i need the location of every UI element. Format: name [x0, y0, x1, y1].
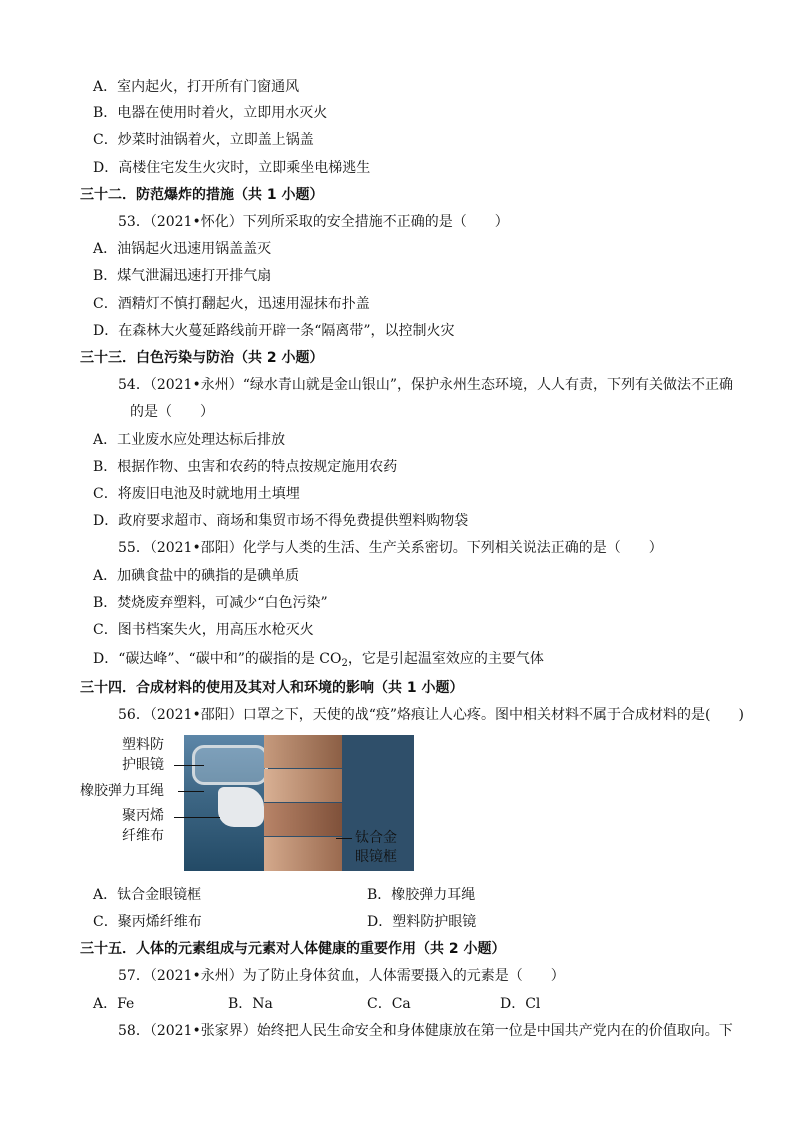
q57-option-d: D．Cl	[500, 996, 541, 1012]
label-rubber-ear-loop: 橡胶弹力耳绳	[80, 783, 164, 799]
label-polypropylene-1: 聚丙烯	[122, 808, 164, 824]
section-heading-32: 三十二．防范爆炸的措施（共 1 小题）	[80, 187, 324, 203]
q54-option-d: D．政府要求超市、商场和集贸市场不得免费提供塑料购物袋	[93, 513, 469, 529]
q55-option-d-subscript: 2	[341, 658, 348, 669]
label-plastic-goggles-1: 塑料防	[122, 737, 164, 753]
face-photo-3	[264, 803, 342, 836]
q53-option-a: A．油锅起火迅速用锅盖盖灭	[93, 241, 272, 257]
q54-stem-line1: 54．（2021•永州）“绿水青山就是金山银山”，保护永州生态环境，人人有责，下列有关做法不正确	[118, 377, 734, 393]
section-heading-35: 三十五．人体的元素组成与元素对人体健康的重要作用（共 2 小题）	[80, 941, 506, 957]
q54-option-a: A．工业废水应处理达标后排放	[93, 432, 286, 448]
section-heading-34: 三十四．合成材料的使用及其对人和环境的影响（共 1 小题）	[80, 680, 464, 696]
q55-option-d-pre: D．“碳达峰”、“碳中和”的碳指的是 CO	[93, 651, 342, 667]
q54-option-c: C．将废旧电池及时就地用土填埋	[93, 486, 300, 502]
leader-line-ear-loop	[178, 791, 204, 792]
label-titanium-frame-1: 钛合金	[355, 830, 397, 846]
q55-option-d-post: ，它是引起温室效应的主要气体	[347, 651, 544, 667]
q57-option-a: A．Fe	[93, 996, 135, 1012]
q55-option-d	[93, 650, 544, 673]
q57-stem: 57．（2021•永州）为了防止身体贫血，人体需要摄入的元素是（ ）	[118, 968, 565, 984]
q52-option-b: B．电器在使用时着火，立即用水灭火	[93, 105, 328, 121]
q53-stem: 53．（2021•怀化）下列所采取的安全措施不正确的是（ ）	[118, 214, 509, 230]
q54-option-b: B．根据作物、虫害和农药的特点按规定施用农药	[93, 459, 398, 475]
leader-line-fabric	[174, 817, 220, 818]
face-photo-4	[264, 837, 342, 871]
q56-option-b: B．橡胶弹力耳绳	[367, 887, 476, 903]
leader-line-frame	[336, 838, 352, 839]
q53-option-c: C．酒精灯不慎打翻起火，迅速用湿抹布扑盖	[93, 296, 370, 312]
q53-option-d: D．在森林大火蔓延路线前开辟一条“隔离带”，以控制火灾	[93, 323, 455, 339]
q58-stem: 58．（2021•张家界）始终把人民生命安全和身体健康放在第一位是中国共产党内在的价值取向。下	[118, 1023, 733, 1039]
q57-option-c: C．Ca	[367, 996, 411, 1012]
q56-option-a: A．钛合金眼镜框	[93, 887, 202, 903]
q55-option-a: A．加碘食盐中的碘指的是碘单质	[93, 568, 300, 584]
q52-option-a: A．室内起火，打开所有门窗通风	[93, 79, 300, 95]
q55-stem: 55．（2021•邵阳）化学与人类的生活、生产关系密切。下列相关说法正确的是（ ）	[118, 540, 663, 556]
q52-option-d: D．高楼住宅发生火灾时，立即乘坐电梯逃生	[93, 160, 371, 176]
q57-option-b: B．Na	[228, 996, 273, 1012]
leader-line-goggles	[174, 765, 204, 766]
q55-option-c: C．图书档案失火，用高压水枪灭火	[93, 622, 314, 638]
q52-option-c: C．炒菜时油锅着火，立即盖上锅盖	[93, 132, 314, 148]
face-photo-2	[264, 769, 342, 802]
q56-option-d: D．塑料防护眼镜	[367, 914, 477, 930]
q53-option-b: B．煤气泄漏迅速打开排气扇	[93, 268, 272, 284]
q56-figure	[74, 735, 414, 875]
face-photo-1	[264, 735, 342, 768]
mask-shape	[218, 787, 264, 827]
section-heading-33: 三十三．白色污染与防治（共 2 小题）	[80, 350, 324, 366]
q55-option-b: B．焚烧废弃塑料，可减少“白色污染”	[93, 595, 328, 611]
label-polypropylene-2: 纤维布	[122, 828, 164, 844]
label-titanium-frame-2: 眼镜框	[355, 849, 397, 865]
q56-option-c: C．聚丙烯纤维布	[93, 914, 202, 930]
q54-stem-line2: 的是（ ）	[130, 404, 214, 420]
label-plastic-goggles-2: 护眼镜	[122, 757, 164, 773]
q56-stem: 56．（2021•邵阳）口罩之下，天使的战“疫”烙痕让人心疼。图中相关材料不属于合成材料的是( )	[118, 707, 744, 723]
